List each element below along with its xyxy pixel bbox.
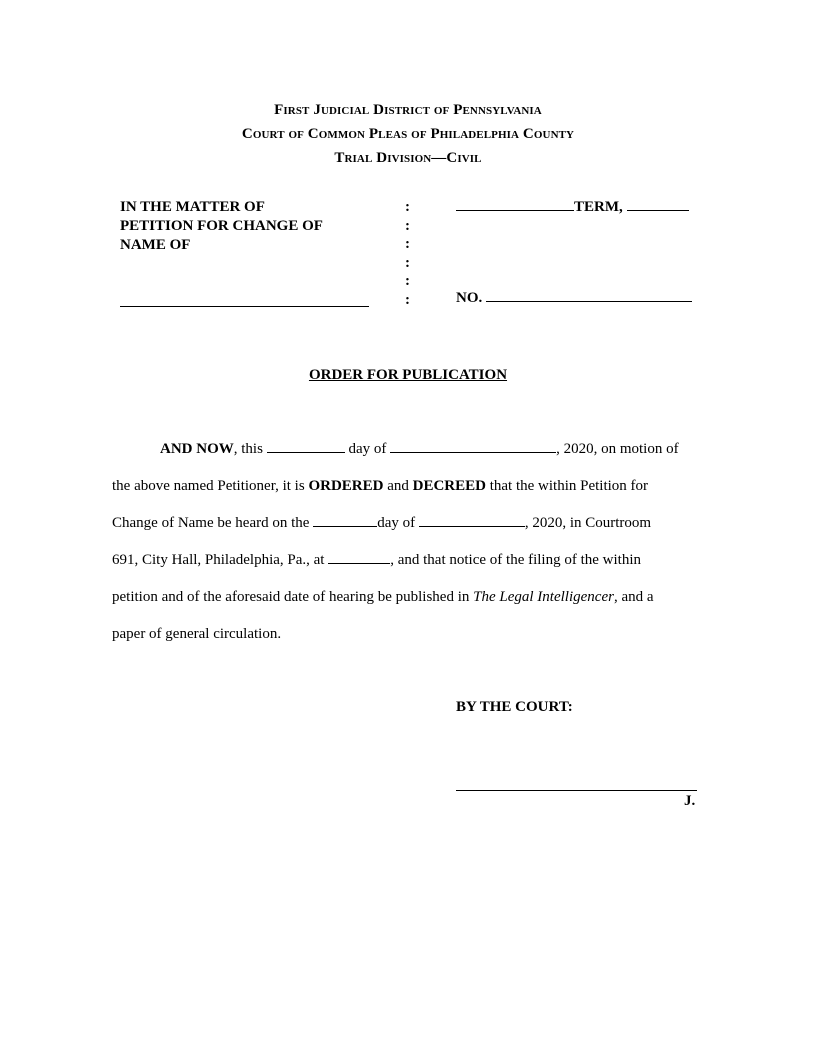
and-now-text: AND NOW <box>160 441 234 457</box>
body-text: , and that notice of the filing of the within <box>390 552 642 568</box>
case-caption <box>120 198 380 255</box>
body-line <box>112 542 698 579</box>
body-text: and <box>383 478 413 494</box>
body-text: , and a <box>613 589 654 605</box>
body-line <box>112 579 698 616</box>
separator-colon: : <box>405 254 410 271</box>
petitioner-name-blank <box>120 306 369 307</box>
ordered-text: ORDERED <box>308 478 384 494</box>
term-field <box>456 198 689 217</box>
decreed-text: DECREED <box>412 478 486 494</box>
term-year-blank <box>627 209 689 211</box>
order-body <box>112 431 698 653</box>
month-blank <box>390 438 556 453</box>
body-text: petition and of the aforesaid date of hearing be published in <box>112 589 474 605</box>
judge-suffix: J. <box>684 793 696 809</box>
case-number-blank <box>486 300 692 302</box>
separator-colon: : <box>405 217 410 234</box>
term-label: TERM, <box>574 199 623 215</box>
separator-colon: : <box>405 273 410 290</box>
by-the-court: BY THE COURT: <box>456 699 573 715</box>
body-text: paper of general circulation. <box>112 626 282 642</box>
day-blank <box>267 438 345 453</box>
body-text: , 2020, in Courtroom <box>524 515 652 531</box>
hearing-time-blank <box>328 549 390 564</box>
caption-petition: PETITION FOR CHANGE OF <box>120 218 323 234</box>
caption-matter: IN THE MATTER OF <box>120 199 265 215</box>
header-division: Trial Division—Civil <box>334 150 482 166</box>
hearing-month-blank <box>419 512 525 527</box>
separator-colon: : <box>405 236 410 253</box>
header-district: First Judicial District of Pennsylvania <box>274 102 542 118</box>
order-title: ORDER FOR PUBLICATION <box>308 367 508 383</box>
body-text: the above named Petitioner, it is <box>112 478 309 494</box>
body-text: , 2020, on motion of <box>556 441 679 457</box>
judge-signature-line <box>456 790 697 791</box>
caption-name-of: NAME OF <box>120 237 191 253</box>
header-court: Court of Common Pleas of Philadelphia County <box>241 126 575 142</box>
no-label: NO. <box>456 290 483 306</box>
body-text: day of <box>344 441 391 457</box>
publication-name: The Legal Intelligencer <box>473 589 614 605</box>
body-line <box>112 616 698 653</box>
caption-separator <box>405 198 415 310</box>
separator-colon: : <box>405 199 410 215</box>
body-text: 691, City Hall, Philadelphia, Pa., at <box>112 552 329 568</box>
body-text: , this <box>233 441 267 457</box>
term-blank <box>456 209 574 211</box>
body-line <box>112 468 698 505</box>
body-text: day of <box>377 515 419 531</box>
separator-colon: : <box>405 291 410 308</box>
body-line <box>112 505 698 542</box>
hearing-day-blank <box>313 512 377 527</box>
body-line <box>112 431 698 468</box>
case-number-field <box>456 289 692 308</box>
court-header <box>0 98 816 170</box>
body-text: that the within Petition for <box>485 478 649 494</box>
body-text: Change of Name be heard on the <box>112 515 314 531</box>
